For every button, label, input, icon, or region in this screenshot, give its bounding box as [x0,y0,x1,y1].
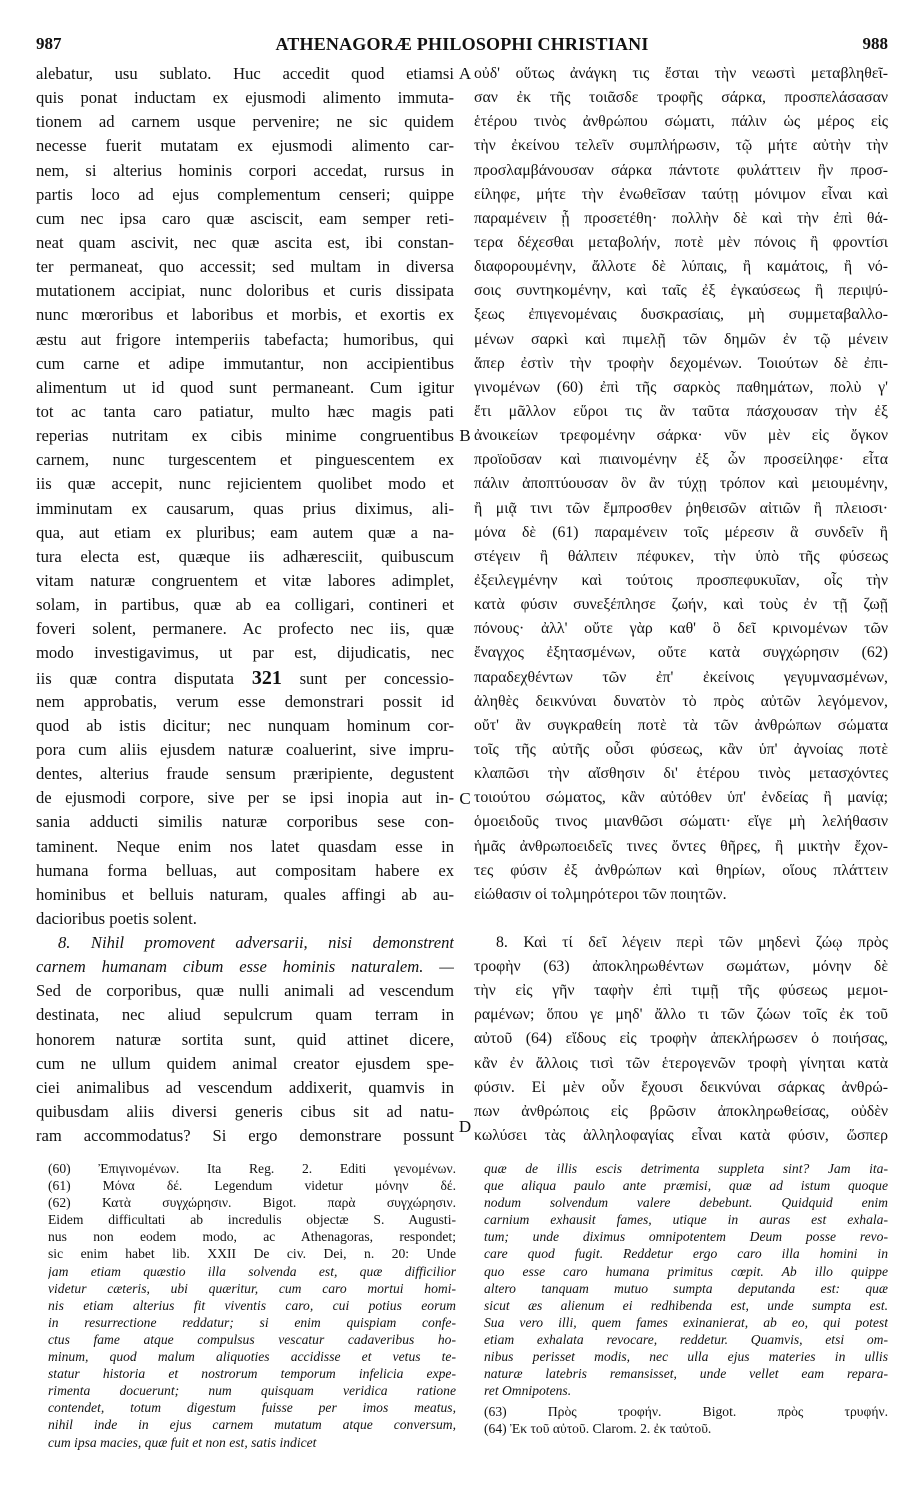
latin-line: honorem naturæ sortita sunt, quid attinet dicere, [36,1029,454,1049]
greek-line: ἢ μιᾷ τινι τῶν ἔμπροσθεν ῥηθεισῶν αἰτιῶν ἢ πλειοσι· [474,499,888,517]
column-page-number: 321 [251,666,282,689]
greek-line: τοιούτου σώματος, κἂν αὐτόθεν ὑπ' ἐνδείας ἢ μανίᾳ; [474,789,888,807]
footnote-line: que aliqua paulo ante præmisi, quæ ad istum quoque [484,1178,888,1194]
latin-line: imminutam ex causarum, quas prius diximus, ali- [36,498,454,518]
latin-line: nunc mœroribus et laboribus et morbis, et exortis ex [36,305,454,325]
latin-line: cum carne et adipe immutantur, non accipientibus [36,353,454,373]
latin-line: tot ac tanta caro patiatur, multo hæc magis pati [36,401,454,421]
latin-line-pre: iis quæ contra disputata [36,668,235,688]
footnote-line: quæ de illis escis detrimenta suppleta sint? Jam ita- [484,1161,888,1176]
greek-line: ἡμᾶς ἀνθρωποειδεῖς τινες ὄντες θῆρες, ἢ μικτὴν ἔχον- [474,837,888,855]
latin-line: foveri solent, permanere. Ac profecto nec iis, quæ [36,619,454,639]
footnote-line: (61) Μόνα δέ. Legendum videtur μόνην δέ. [48,1178,456,1194]
greek-line: εἰώθασιν οἱ τολμηρότεροι τῶν ποιητῶν. [474,885,727,903]
latin-line: iis quæ accepit, nunc rejicientem quolibet modo et [36,474,454,494]
latin-line: qua, aut etiam ex pluribus; eam autem quæ a na- [36,522,454,542]
greek-line: ἔναγχος ἐξητασμένων, οὔτε κατὰ συγχώρησιν (62) [474,644,888,662]
footnote-line: in resurrectione reddatur; si enim quispiam confe- [48,1314,456,1330]
greek-line: τὴν εἰς γῆν ταφὴν ἐπὶ τιμῇ τῆς φύσεως μεμοι- [474,982,888,1000]
footnote-line: rimenta docuerunt; num quisquam veridica ratione [48,1383,456,1399]
greek-line: 8. Καὶ τί δεῖ λέγειν περὶ τῶν μηδενὶ ζώῳ πρὸς [496,933,888,951]
footnote-line: ctus fame atque compulsus vescatur cadaveribus ho- [48,1331,456,1347]
greek-line: παραμένειν ᾗ προσετέθη· πολλὴν δὲ καὶ τὴν ἐπὶ θά- [474,209,888,227]
footnote-note-line: (63) Πρὸς τροφήν. Bigot. πρὸς τρυφήν. [484,1404,888,1420]
greek-line: ἀληθὲς δεικνύναι δυνατὸν τὸ πρὸς αὐτῶν λεγόμενον, [474,692,888,710]
latin-line: alimentum ut id quod sunt permaneant. Cum igitur [36,377,454,397]
greek-line: κωλύσει τὰς ἀλληλοφαγίας εἶναι κατὰ φύσιν, ὥσπερ [474,1127,888,1145]
latin-line: nem, si alterius hominis corpori accedat, rursus in [36,160,454,180]
latin-paragraph-1-end [36,690,454,931]
footnote-line: cum ipsa macies, quæ fuit et non est, satis indicet [48,1434,317,1450]
greek-line: ἅπερ ἐστὶν τὴν τροφὴν δεχομένων. Τοιούτων δὲ ἐπι- [474,354,888,372]
footnote-line: sicut æs alienum ei redhibenda est, unde sumpta est. [484,1297,888,1313]
latin-line: tionem ad carnem usque pervenire; ne sic quidem [36,112,454,132]
footnote-line: videtur cæteris, ubi quæritur, cum caro mortui homi- [48,1280,456,1296]
greek-line: κατὰ φύσιν συνεξέπλησε ζωήν, καὶ τοὺς ἐν τῇ ζωῇ [474,596,888,614]
footnotes-left-lines [48,1160,456,1451]
footnote-line: altero tanquam mutuo sumpta deputanda est: quæ [484,1280,888,1296]
margin-marker-b: B [459,426,471,445]
running-title: ATHENAGORÆ PHILOSOPHI CHRISTIANI [275,34,649,54]
greek-line: τροφὴν (63) ἀποκληρωθέντων σωμάτων, μόνην δὲ [474,958,888,976]
footnote-line: contendet, totum digestum fuisse per imos meatus, [48,1400,456,1416]
latin-line: reperias nutritam ex cibis minime congruentibus [36,426,454,446]
latin-line: humana forma belluas, aut compositam habere ex [36,860,454,880]
page-number-left: 987 [36,34,62,53]
latin-line: dacioribus poetis solent. [36,908,197,928]
greek-line: είληφε, μήτε τὴν ἐνωθεῖσαν ταύτῃ μόνιμον εἶναι καὶ [474,185,888,203]
latin-line: alebatur, usu sublato. Huc accedit quod etiamsi [36,64,454,83]
latin-paragraph-2 [36,931,454,1148]
greek-line: ἑτέρου τινὸς ἀνθρώπου σώματι, πάλιν ὡς μέρος εἰς [474,113,888,131]
greek-line: προϊοῦσαν καὶ πιαινομένην ἐξ ὧν προσείληφε· εἶτα [474,451,888,469]
greek-line: τὴν ἐκείνου τελεῖν συμπλήρωσιν, τῷ μήτε αὐτὴν τὴν [474,137,888,155]
footnote-line: (60) Ἐπιγινομένων. Ita Reg. 2. Editi γενομένων. [48,1161,456,1176]
latin-line: quod ab istis dicitur; nec nunquam hominum cor- [36,715,454,735]
latin-line: quibusdam aliis diversi generis cibus sit ad natu- [36,1102,454,1122]
latin-line: ram accommodatus? Si ergo demonstrare possunt [36,1126,454,1146]
footnote-line: tum; unde diximus omnipotentem Deum posse revo- [484,1229,888,1245]
latin-line: cum nec ipsa caro quæ asciscit, eam semper reti- [36,208,454,228]
latin-line: æstu aut frigore intemperiis tabefacta; humoribus, qui [36,329,454,349]
footnote-line: ret Omnipotens. [484,1383,572,1399]
greek-line: τες φύσιν ἐξ ἀνθρώπων καὶ θηρίων, οἵους πλάττειν [474,861,888,879]
margin-marker-d: D [458,1117,472,1136]
greek-line: οὔτ' ἂν συγκραθείη ποτὲ τὰ τῶν ἀνθρώπων σώματα [474,716,888,734]
footnotes-right-notes [484,1403,888,1437]
greek-line: ξεως ἐπιγενομέναις δυσκρασίαις, μὴ συμμεταβαλλο- [474,306,888,324]
footnote-line: Sua vero illi, quem fames exinanierat, ab eo, qui potest [484,1314,888,1330]
latin-line: Sed de corporibus, quæ nulli animali ad vescendum [36,981,454,1001]
greek-line: παραδεχθέντων τῶν ἐπ' ἐκείνοις γεγυμνασμένων, [474,668,888,686]
latin-line: cum ne ullum quidem animal creator ejusdem spe- [36,1053,454,1073]
greek-line: ἔτι μᾶλλον εὕροι τις ἂν ταῦτα πάσχουσαν τὴν ἐξ [474,402,888,420]
latin-line: vitam naturæ congruentem et vitæ labores adimplet, [36,570,454,590]
latin-line-with-page-number [36,666,454,690]
latin-line: modo investigavimus, ut par est, dijudicatis, nec [36,643,454,663]
greek-line: πάλιν ἀποπτύουσαν ὃν ἂν τύχῃ τρόπον καὶ μειουμένην, [474,475,888,493]
greek-line: τερα δέχεσθαι μεταβολήν, ποτὲ μὲν πόνοις ἢ φροντίσι [474,233,888,251]
greek-line: πων ἀνθρώποις εἰς βρῶσιν ἀποκληρωθείσας, οὐδὲν [474,1102,888,1120]
footnote-line: (62) Κατὰ συγχώρησιν. Bigot. παρὰ συγχώρησιν. [48,1195,456,1211]
footnote-line: minum, quod malum aliquoties accidisse et vetus te- [48,1349,456,1365]
latin-line: neat quam ascivit, nec quæ ascita est, ibi constan- [36,232,454,252]
greek-line: μένων σαρκὶ καὶ πιμελῇ τῶν δημῶν ἐν τῷ μένειν [474,330,888,348]
latin-line: mutationem accipiat, nunc doloribus et curis dissipata [36,281,454,301]
latin-line: pora cum aliis ejusdem naturæ coaluerint, sive impru- [36,739,454,759]
greek-line: κἂν ἐν ἄλλοις τισὶ τῶν ἑτερογενῶν τροφὴ γίνηται κατὰ [474,1054,888,1072]
latin-line: tura electa est, quæque iis adhæresciit, quibuscum [36,546,454,566]
greek-line: φύσιν. Εἰ μὲν οὖν ἔχουσι δεικνύναι σάρκας ἀνθρώ- [474,1078,888,1096]
margin-marker-c: C [459,789,471,808]
greek-line: μόνα δὲ (61) παραμένειν τοῖς μέρεσιν ἃ συνδεῖν ἢ [474,523,888,541]
latin-line: solam, in partibus, quæ ab ea colligari, contineri et [36,595,454,615]
margin-marker-a: A [458,64,472,83]
latin-line: ciei animalibus ad vescendum addixerit, quamvis in [36,1077,454,1097]
footnote-line: carnium exhausit fames, utique in auras est exhala- [484,1212,888,1228]
greek-paragraph-1 [474,62,888,907]
latin-line: dentes, alterius fraude sensum præripiente, degustent [36,764,454,784]
page-number-right: 988 [862,34,888,53]
greek-line: στέγειν ἢ θάλπειν πέφυκεν, τὴν ὑπὸ τῆς φύσεως [474,547,888,565]
greek-line: σαν ἐκ τῆς τοιᾶσδε τροφῆς σάρκα, προσπελάσασαν [474,89,888,107]
latin-line: partis loco ad ejus complementum censeri; quippe [36,184,454,204]
latin-paragraph-1 [36,62,454,666]
greek-column [474,62,888,1148]
greek-line: γινομένων (60) ἐπὶ τῆς σαρκὸς παθημάτων, πολὺ γ' [474,378,888,396]
page-header [36,34,888,60]
footnote-line: nis etiam alterius fit viventis caro, cui potius eorum [48,1297,456,1313]
footnote-line: statur historia et nostrorum temporum infelicia expe- [48,1366,456,1382]
greek-line: ἀνοικείων τρεφομένην σάρκα· νῦν μὲν εἰς ὄγκον [474,427,888,445]
latin-column [36,62,454,1148]
footnote-line: etiam exhalata revocare, reddetur. Quamvis, etsi om- [484,1331,888,1347]
greek-line: πόνους· ἀλλ' οὔτε γὰρ καθ' ὃ δεῖ κρινομένων τῶν [474,620,888,638]
latin-line: hominibus et belluis naturam, quales affingi ab au- [36,884,454,904]
latin-line: destinata, nec aliud sepulcrum quam terram in [36,1005,454,1025]
latin-line: nem approbatis, verum esse demonstrari possit id [36,691,454,711]
footnote-line: care quod fugit. Reddetur ergo caro illa homini in [484,1246,888,1262]
latin-line: ter permaneat, quo accessit; sed multam in diversa [36,257,454,277]
latin-line: carnem, nunc turgescentem et pinguescentem ex [36,450,454,470]
footnote-note-line: (64) Ἐκ τοῦ αὐτοῦ. Clarom. 2. ἐκ ταὐτοῦ. [484,1421,712,1437]
footnote-line: nodum solvendum valere debebunt. Quidquid enim [484,1195,888,1211]
footnotes-right [484,1160,888,1438]
latin-line: sania adducti similis naturæ corporibus sese con- [36,812,454,832]
greek-line: οὐδ' οὕτως ἀνάγκη τις ἔσται τὴν νεωστὶ μεταβληθεῖ- [474,65,888,82]
greek-line: προσλαμβάνουσαν σάρκα πάντοτε φυλάττειν ἣν προσ- [474,161,888,179]
latin-line: 8. Nihil promovent adversarii, nisi demonstrent [58,933,454,953]
footnote-line: naturæ latebris remansisset, unde vellet eam repara- [484,1366,888,1382]
latin-line: taminent. Neque enim nos latet quasdam esse in [36,836,454,856]
greek-line: ὁμοειδοῦς τινος μιανθῶσι σώματι· εἴγε μὴ λελήθασιν [474,813,888,831]
footnote-line: jam etiam quæstio illa solvenda est, quæ difficilior [48,1263,456,1279]
latin-line: de ejusmodi corpore, sive per se ipsi inopia aut in- [36,788,454,808]
footnotes-left [48,1160,456,1451]
footnote-line: Eidem difficultati ab incredulis objectæ S. Augusti- [48,1212,456,1228]
greek-line: σοις συντηκομένην, καὶ ταῖς ἐξ ἐγκαύσεως ἢ περιψύ- [474,282,888,300]
latin-line-post: sunt per concessio- [299,668,454,688]
latin-line: necesse fuerit mutatam ex ejusmodi alimento car- [36,136,454,156]
greek-line: ἐξειλεγμένην καὶ τούτοις προσπεφυκυῖαν, οἷς τὴν [474,571,888,589]
greek-line: αὐτοῦ (64) εἴδους εἰς τροφὴν ἀπεκλήρωσεν ὁ ποιήσας, [474,1030,888,1048]
footnote-line: sic enim habet lib. XXII De civ. Dei, n. 20: Unde [48,1246,456,1262]
greek-line: ραμένων; ὅπου γε μηδ' ἄλλο τι τῶν ζώων τοῖς ἐκ τοῦ [474,1006,888,1024]
greek-paragraph-2 [474,931,888,1148]
latin-line: quis ponat inductam ex ejusmodi alimento immuta- [36,88,454,108]
greek-line: τοῖς τῆς αὐτῆς οὖσι φύσεως, κἂν ὑπ' ἀγνοίας ποτὲ [474,740,888,758]
footnote-line: nus non eodem modo, ac Athenagoras, respondet; [48,1229,456,1245]
footnote-line: nibus perisset modis, nec ulla ejus materies in ullis [484,1349,888,1365]
footnote-line: quo esse caro humana primitus cœpit. Ab illo quippe [484,1263,888,1279]
greek-line: διαφορουμένην, ἄλλοτε δὲ λύπαις, ἢ καμάτοις, ἢ νό- [474,258,888,276]
latin-line: carnem humanam cibum esse hominis naturalem. — [36,957,454,977]
greek-line: κλαπῶσι τὴν αἴσθησιν δι' ἑτέρου τινὸς μετασχόντες [474,765,888,783]
footnotes-right-lines [484,1160,888,1399]
footnote-line: nihil inde in ejus carnem mutatum atque conversum, [48,1417,456,1433]
